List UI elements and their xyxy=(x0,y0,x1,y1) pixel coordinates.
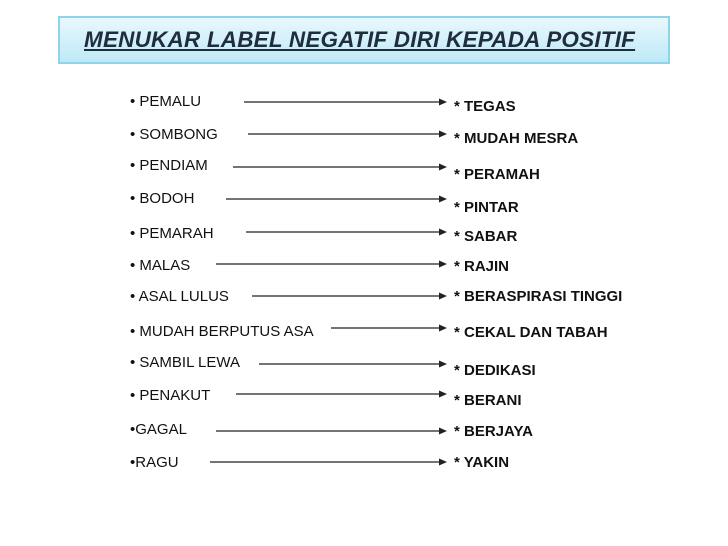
arrow-right-icon xyxy=(216,259,447,269)
positive-label: * BERASPIRASI TINGGI xyxy=(454,288,623,305)
arrow-right-icon xyxy=(210,457,447,467)
page-title: MENUKAR LABEL NEGATIF DIRI KEPADA POSITIF xyxy=(84,27,636,52)
arrow-right-icon xyxy=(331,323,447,333)
negative-label: • MALAS xyxy=(130,257,191,274)
negative-label: • SOMBONG xyxy=(130,126,218,143)
positive-label: * BERANI xyxy=(454,392,522,409)
arrow-right-icon xyxy=(216,426,447,436)
positive-label: * TEGAS xyxy=(454,98,516,115)
arrow-right-icon xyxy=(233,162,447,172)
positive-label: * RAJIN xyxy=(454,258,510,275)
arrow-right-icon xyxy=(236,389,447,399)
negative-label: • ASAL LULUS xyxy=(130,288,229,305)
positive-label: * YAKIN xyxy=(454,454,510,471)
negative-label: •GAGAL xyxy=(130,421,187,438)
arrow-right-icon xyxy=(252,291,447,301)
positive-label: * PERAMAH xyxy=(454,166,540,183)
arrow-right-icon xyxy=(259,359,447,369)
positive-label: * SABAR xyxy=(454,228,518,245)
negative-label: •RAGU xyxy=(130,454,179,471)
arrow-right-icon xyxy=(248,129,447,139)
arrow-right-icon xyxy=(226,194,447,204)
negative-label: • PENAKUT xyxy=(130,387,211,404)
arrow-right-icon xyxy=(246,227,447,237)
positive-label: * CEKAL DAN TABAH xyxy=(454,324,608,341)
positive-label: * MUDAH MESRA xyxy=(454,130,579,147)
negative-label: • BODOH xyxy=(130,190,195,207)
negative-label: • MUDAH BERPUTUS ASA xyxy=(130,323,314,340)
negative-label: • PEMALU xyxy=(130,93,202,110)
positive-label: * BERJAYA xyxy=(454,423,533,440)
negative-label: • PENDIAM xyxy=(130,157,208,174)
negative-label: • SAMBIL LEWA xyxy=(130,354,241,371)
negative-label: • PEMARAH xyxy=(130,225,214,242)
positive-label: * PINTAR xyxy=(454,199,519,216)
positive-label: * DEDIKASI xyxy=(454,362,536,379)
arrow-right-icon xyxy=(244,97,447,107)
